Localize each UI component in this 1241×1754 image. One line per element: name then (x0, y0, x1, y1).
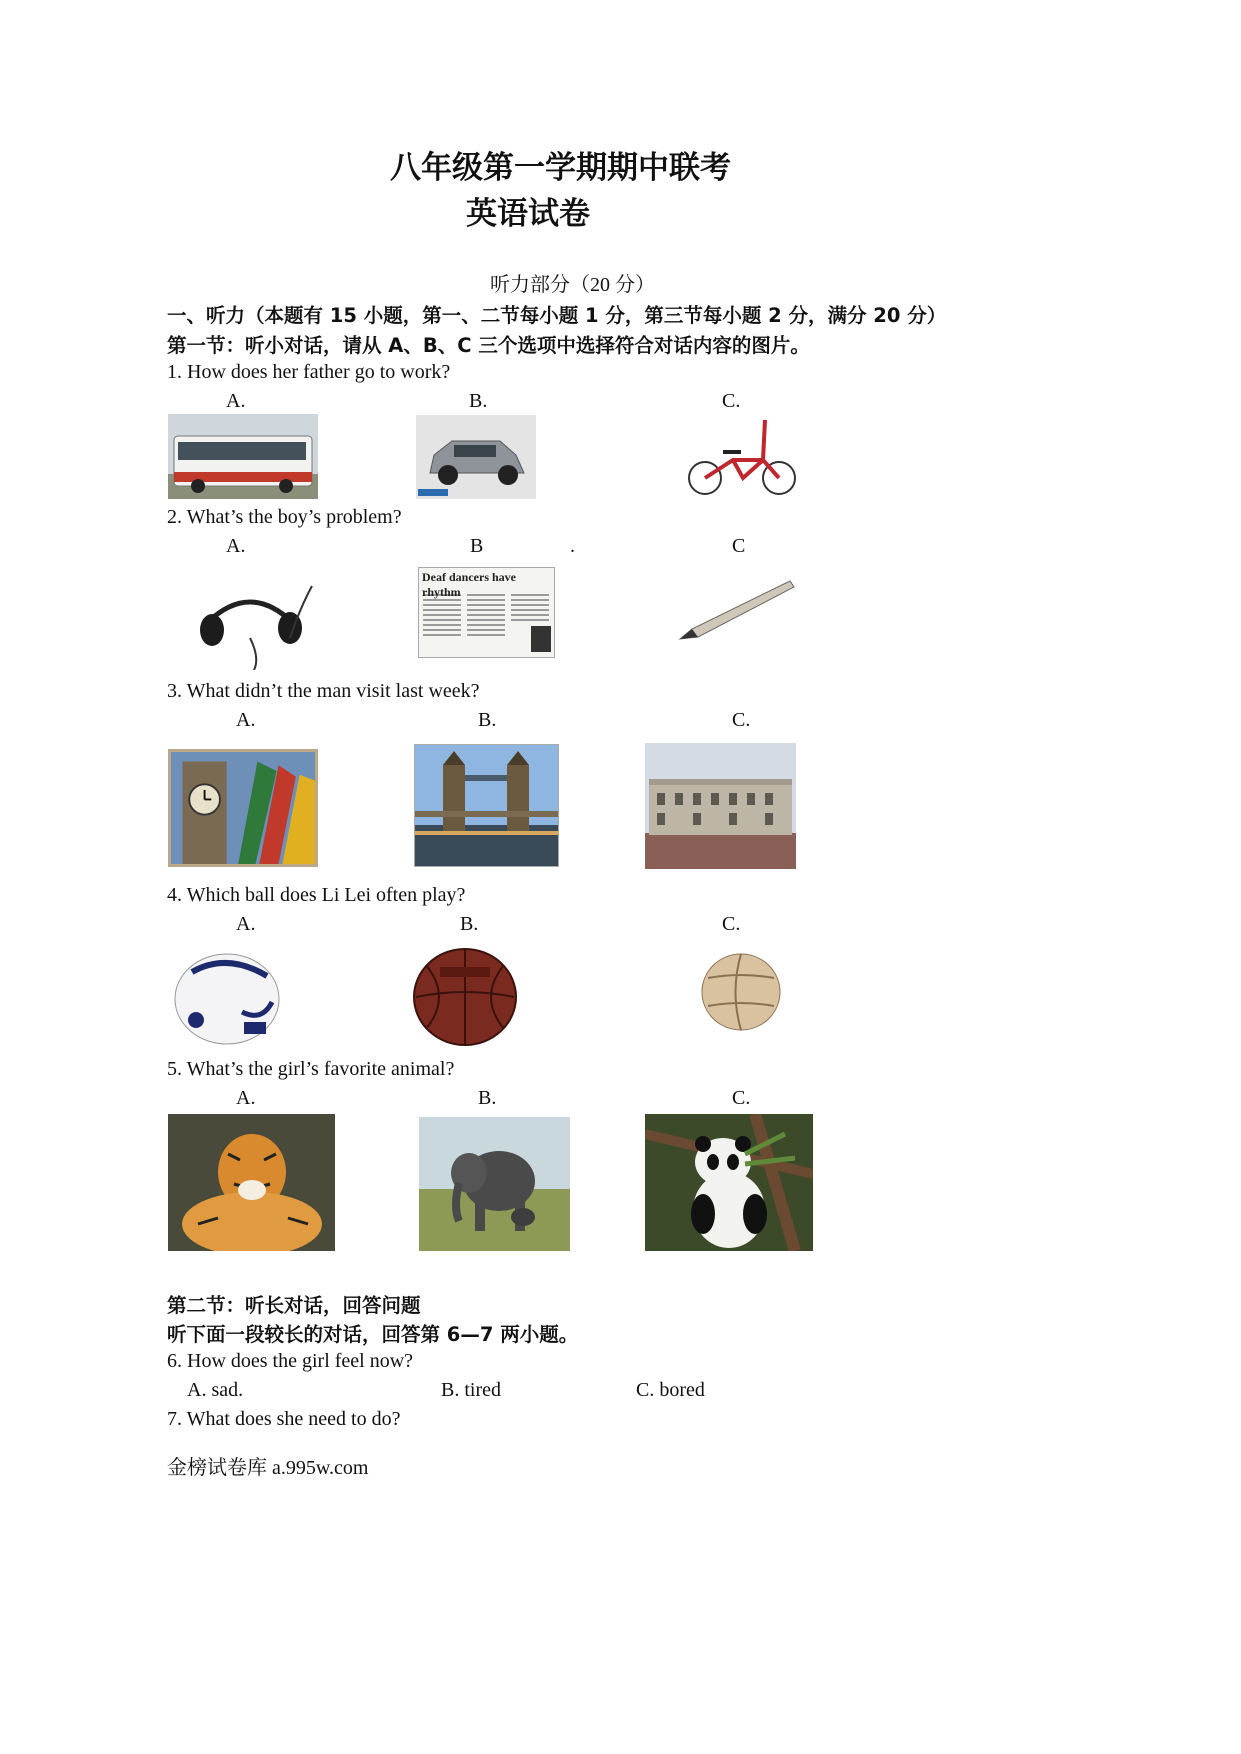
q3-option-c-label: C. (732, 709, 751, 731)
q2-option-c-label: C (732, 535, 746, 557)
q1-option-c-label: C. (722, 390, 741, 412)
question-5: 5. What’s the girl’s favorite animal? (167, 1058, 455, 1080)
headphones-image (190, 578, 320, 670)
q1-option-b-label: B. (469, 390, 488, 412)
q4-option-b-label: B. (460, 913, 479, 935)
q5-option-b-label: B. (478, 1087, 497, 1109)
q5-option-a-label: A. (236, 1087, 256, 1109)
section2-heading: 第二节：听长对话，回答问题 (167, 1294, 421, 1317)
question-4: 4. Which ball does Li Lei often play? (167, 884, 466, 906)
footer-text: 金榜试卷库 a.995w.com (167, 1457, 369, 1479)
bicycle-image (683, 412, 801, 500)
q6-option-a: A. sad. (187, 1379, 244, 1401)
exam-title-line1: 八年级第一学期期中联考 (390, 150, 731, 186)
part-heading: 一、听力（本题有 15 小题，第一、二节每小题 1 分，第三节每小题 2 分，满分 20 分） (167, 304, 947, 327)
q2-stray-mark: . (570, 535, 575, 557)
newspaper-headline: Deaf dancers have rhythm (422, 570, 516, 599)
section1-heading: 第一节：听小对话，请从 A、B、C 三个选项中选择符合对话内容的图片。 (167, 334, 810, 357)
section2-instruction: 听下面一段较长的对话，回答第 6—7 两小题。 (167, 1323, 579, 1346)
car-image (416, 415, 536, 499)
big-ben-image (168, 749, 318, 867)
buckingham-palace-image (645, 743, 796, 869)
question-1: 1. How does her father go to work? (167, 361, 451, 383)
q6-option-b: B. tired (441, 1379, 501, 1401)
q3-option-b-label: B. (478, 709, 497, 731)
q2-option-b-label: B (470, 535, 484, 557)
tower-bridge-image (414, 744, 559, 867)
newspaper-image (418, 567, 555, 658)
q4-option-a-label: A. (236, 913, 256, 935)
tiger-image (168, 1114, 335, 1251)
listening-subtitle: 听力部分（20 分） (490, 274, 655, 296)
basketball-image (412, 947, 518, 1047)
q2-option-a-label: A. (226, 535, 246, 557)
panda-image (645, 1114, 813, 1251)
q4-option-c-label: C. (722, 913, 741, 935)
soccer-ball-image (172, 952, 282, 1047)
volleyball-image (700, 952, 782, 1032)
q5-option-c-label: C. (732, 1087, 751, 1109)
q3-option-a-label: A. (236, 709, 256, 731)
exam-title-line2: 英语试卷 (466, 196, 590, 232)
question-3: 3. What didn’t the man visit last week? (167, 680, 480, 702)
question-6: 6. How does the girl feel now? (167, 1350, 414, 1372)
pen-image (672, 575, 798, 645)
question-2: 2. What’s the boy’s problem? (167, 506, 402, 528)
q6-option-c: C. bored (636, 1379, 705, 1401)
q1-option-a-label: A. (226, 390, 246, 412)
bus-image (168, 414, 318, 499)
question-7: 7. What does she need to do? (167, 1408, 401, 1430)
elephant-image (419, 1117, 570, 1251)
